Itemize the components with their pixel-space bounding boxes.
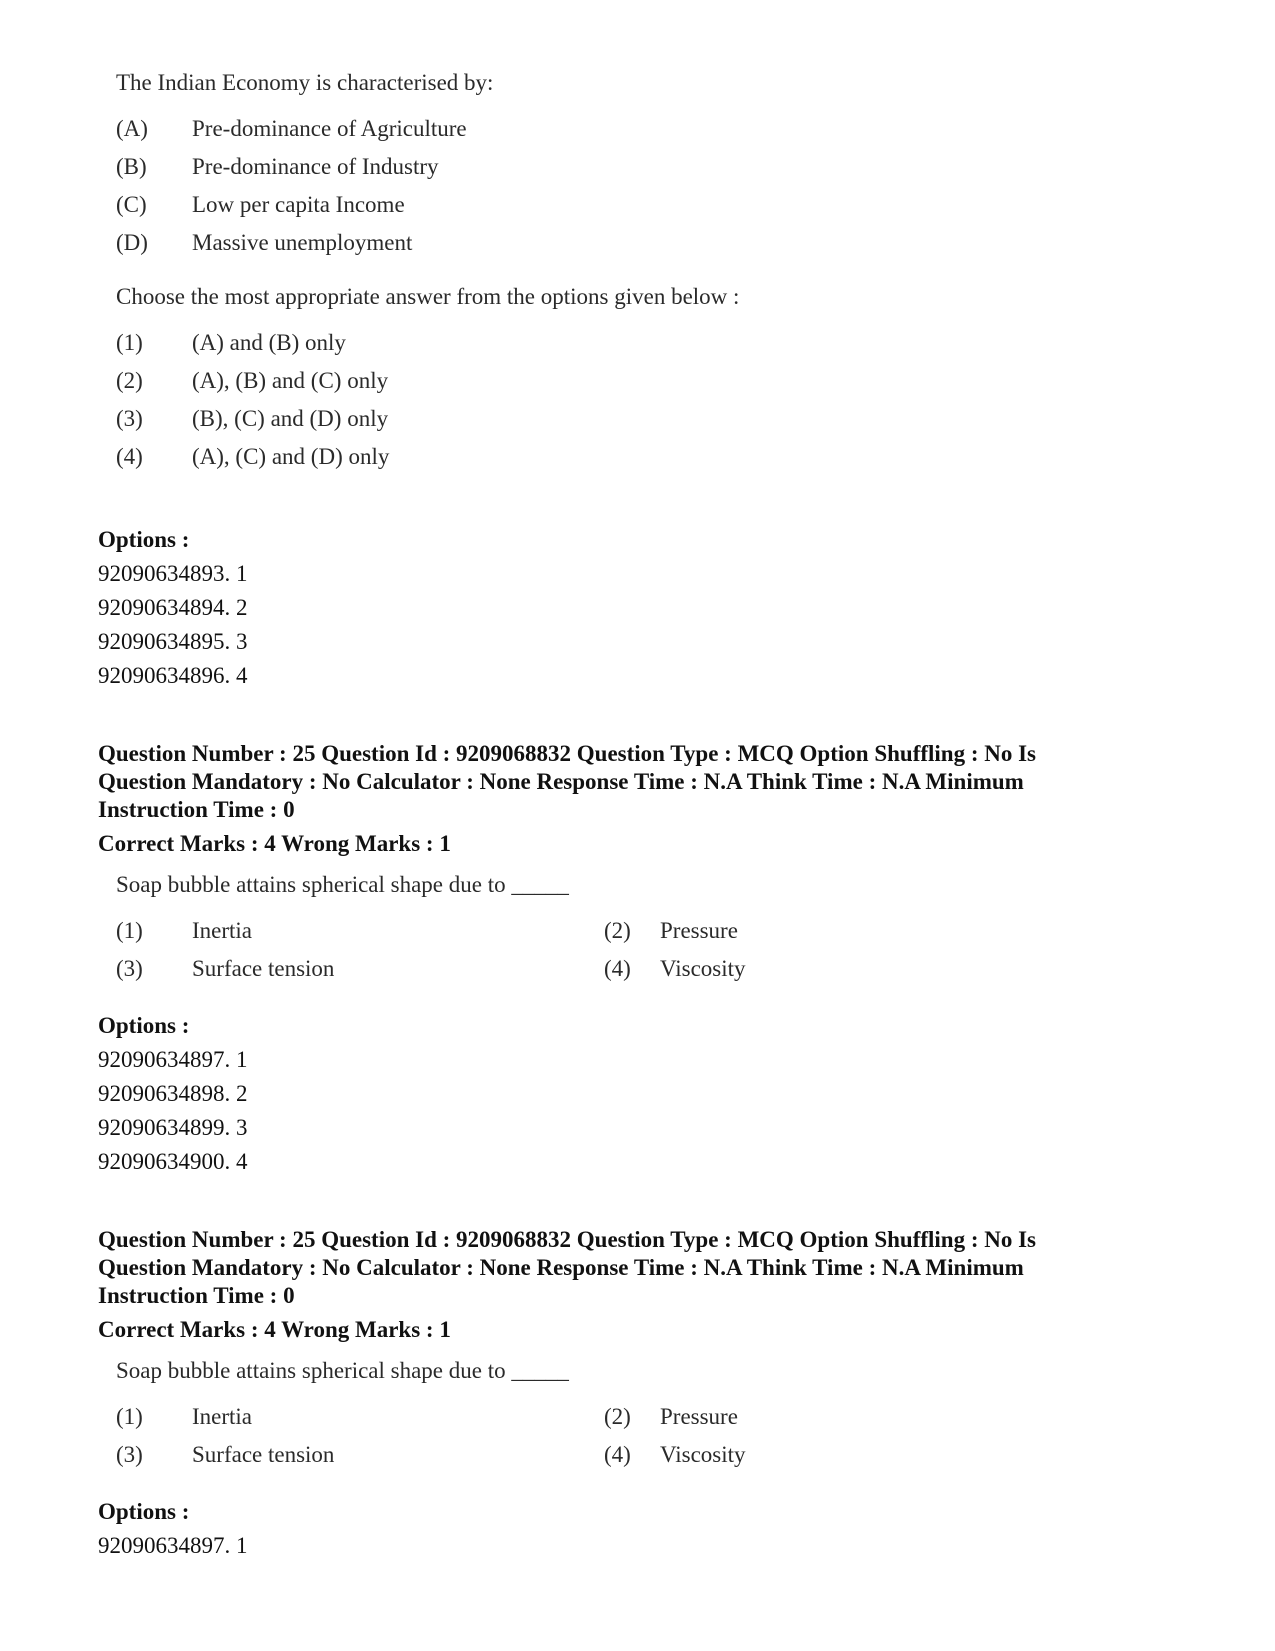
choice-item: (4) Viscosity xyxy=(604,1442,746,1467)
statement-item: (B) Pre-dominance of Industry xyxy=(116,154,439,179)
choice-item: (2) (A), (B) and (C) only xyxy=(116,368,389,393)
choice-item: (3) (B), (C) and (D) only xyxy=(116,406,389,431)
options-heading: Options : xyxy=(98,527,190,552)
choice-item: (2) Pressure xyxy=(604,1404,738,1429)
choice-grid xyxy=(116,1398,824,1474)
statement-list xyxy=(116,110,739,262)
instruction-text: Choose the most appropriate answer from the options given below : xyxy=(116,284,740,309)
choice-item: (3) Surface tension xyxy=(116,1442,335,1467)
option-item: 92090634897. 1 xyxy=(98,1533,248,1558)
choice-item: (3) Surface tension xyxy=(116,956,335,981)
question-meta: Question Number : 25 Question Id : 9209068832 Question Type : MCQ Option Shuffling : No Is Question Mandatory : No Calculator : None Response Time : N.A Think Time : N.A Minimum Instruction Time : 0 Correct Marks : 4 Wrong Marks : 1 xyxy=(98,1226,1178,1344)
question-stem: Soap bubble attains spherical shape due to _____ xyxy=(116,1358,569,1383)
option-item: 92090634896. 4 xyxy=(98,663,248,688)
choice-item: (1) Inertia xyxy=(116,918,253,943)
options-list xyxy=(98,1495,248,1563)
question-25-image xyxy=(116,1356,824,1474)
question-stem: The Indian Economy is characterised by: xyxy=(116,70,494,95)
options-list xyxy=(98,1009,248,1179)
option-item: 92090634900. 4 xyxy=(98,1149,248,1174)
question-stem: Soap bubble attains spherical shape due to _____ xyxy=(116,872,569,897)
question-meta: Question Number : 25 Question Id : 9209068832 Question Type : MCQ Option Shuffling : No Is Question Mandatory : No Calculator : None Response Time : N.A Think Time : N.A Minimum Instruction Time : 0 Correct Marks : 4 Wrong Marks : 1 xyxy=(98,740,1178,858)
marks-line: Correct Marks : 4 Wrong Marks : 1 xyxy=(98,1317,451,1342)
options-heading: Options : xyxy=(98,1499,190,1524)
statement-item: (C) Low per capita Income xyxy=(116,192,405,217)
choice-item: (4) (A), (C) and (D) only xyxy=(116,444,390,469)
option-item: 92090634895. 3 xyxy=(98,629,248,654)
marks-line: Correct Marks : 4 Wrong Marks : 1 xyxy=(98,831,451,856)
option-item: 92090634894. 2 xyxy=(98,595,248,620)
choice-grid xyxy=(116,912,824,988)
option-item: 92090634897. 1 xyxy=(98,1047,248,1072)
statement-item: (A) Pre-dominance of Agriculture xyxy=(116,116,467,141)
question-24-image xyxy=(116,68,739,476)
choice-item: (1) Inertia xyxy=(116,1404,253,1429)
option-item: 92090634899. 3 xyxy=(98,1115,248,1140)
options-heading: Options : xyxy=(98,1013,190,1038)
choice-item: (2) Pressure xyxy=(604,918,738,943)
question-25-image xyxy=(116,870,824,988)
option-item: 92090634898. 2 xyxy=(98,1081,248,1106)
options-list xyxy=(98,523,248,693)
choice-item: (4) Viscosity xyxy=(604,956,746,981)
choice-list xyxy=(116,324,739,476)
choice-item: (1) (A) and (B) only xyxy=(116,330,346,355)
statement-item: (D) Massive unemployment xyxy=(116,230,413,255)
option-item: 92090634893. 1 xyxy=(98,561,248,586)
